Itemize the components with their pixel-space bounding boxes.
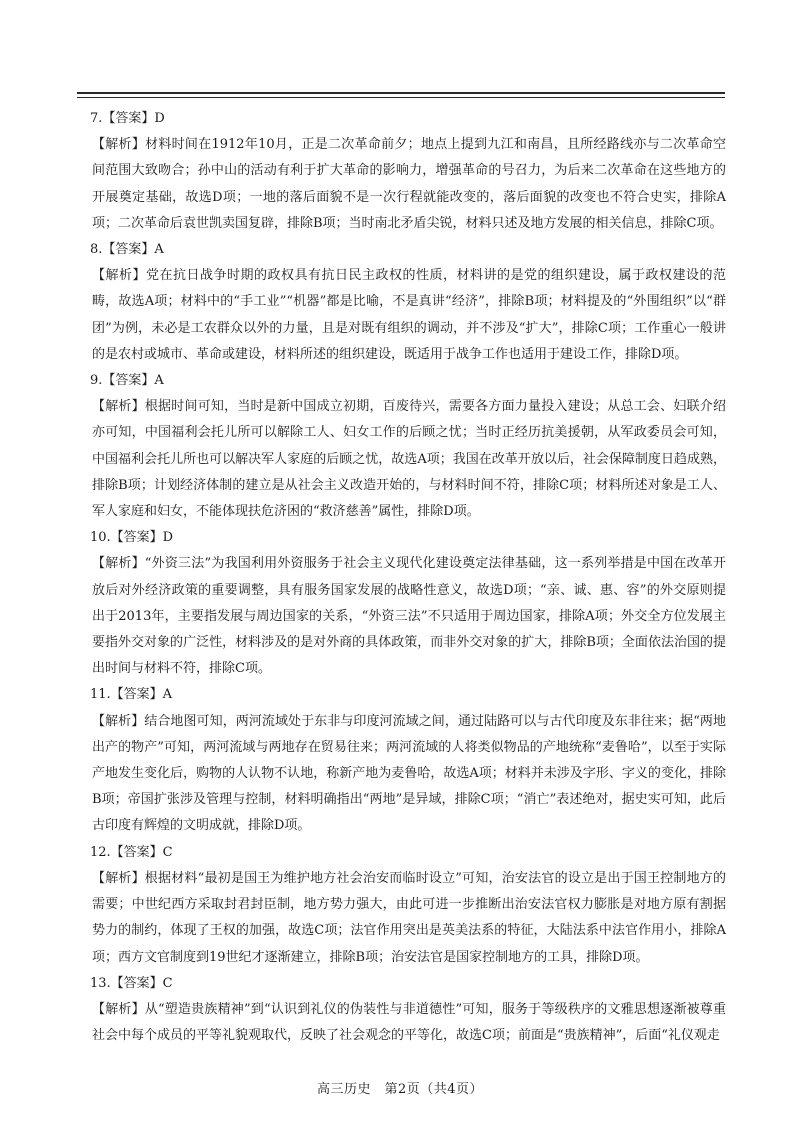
explanation-text: 【解析】“外资三法”为我国利用外资服务于社会主义现代化建设奠定法律基础，这一系列举措是中国在改革开放后对外经济政策的重要调整，具有服务国家发展的战略性意义，故选D项；“亲、诚、惠、容”的外交原则提出于2013年，主要指发展与周边国家的关系，“外资三法”不只适用于周边国家，排除A项；外交全方位发展主要指外交对象的广泛性，材料涉及的是对外商的具体政策，而非外交对象的扩大，排除B项；全面依法治国的提出时间与材料不符，排除C项。 xyxy=(92,556,726,677)
answer-content xyxy=(90,106,726,1049)
header-rule xyxy=(77,92,725,94)
answer-block-12 xyxy=(90,840,726,971)
explanation-text: 【解析】从“塑造贵族精神”到“认识到礼仪的伪装性与非道德性”可知，服务于等级秩序的文雅思想逐渐被尊重社会中每个成员的平等礼貌观取代，反映了社会观念的平等化，故选C项；前面是“贵族精神”，后面“礼仪观走 xyxy=(92,1001,726,1044)
answer-block-10 xyxy=(90,525,726,682)
explanation-text: 【解析】材料时间在1912年10月，正是二次革命前夕；地点上提到九江和南昌，且所经路线亦与二次革命空间范围大致吻合；孙中山的活动有利于扩大革命的影响力，增强革命的号召力，为后来二次革命在这些地方的开展奠定基础，故选D项；一地的落后面貌不是一次行程就能改变的，落后面貌的改变也不符合史实，排除A项；二次革命后袁世凯卖国复辟，排除B项；当时南北矛盾尖锐，材料只述及地方发展的相关信息，排除C项。 xyxy=(92,137,726,231)
explanation-text: 【解析】根据材料“最初是国王为维护地方社会治安而临时设立”可知，治安法官的设立是出于国王控制地方的需要；中世纪西方采取封君封臣制，地方势力强大，由此可进一步推断出治安法官权力膨胀是对地方原有割据势力的制约，体现了王权的加强，故选C项；法官作用突出是英美法系的特征，大陆法系中法官作用小，排除A项；西方文官制度到19世纪才逐渐建立，排除B项；治安法官是国家控制地方的工具，排除D项。 xyxy=(92,870,726,965)
answer-block-13 xyxy=(90,971,726,1050)
answer-label: 7.【答案】D xyxy=(90,111,165,126)
explanation-text: 【解析】结合地图可知，两河流域处于东非与印度河流域之间，通过陆路可以与古代印度及东非往来；据“两地出产的物产”可知，两河流域与两地存在贸易往来；两河流域的人将类似物品的产地统称“麦鲁哈”，以至于实际产地发生变化后，购物的人认物不认地，称新产地为麦鲁哈，故选A项；材料并未涉及字形、字义的变化，排除B项；帝国扩张涉及管理与控制，材料明确指出“两地”是异域，排除C项；“消亡”表述绝对，据史实可知，此后古印度有辉煌的文明成就，排除D项。 xyxy=(92,713,726,834)
answer-label: 10.【答案】D xyxy=(90,530,174,546)
answer-block-8 xyxy=(90,237,726,368)
answer-label: 11.【答案】A xyxy=(90,687,173,703)
page-footer: 高三历史 第2页（共4页） xyxy=(316,1082,484,1097)
answer-label: 8.【答案】A xyxy=(90,242,164,258)
answer-label: 12.【答案】C xyxy=(90,844,173,860)
header-rule-thin xyxy=(77,97,725,98)
explanation-text: 【解析】党在抗日战争时期的政权具有抗日民主政权的性质，材料讲的是党的组织建设，属于政权建设的范畴，故选A项；材料中的“手工业”“机器”都是比喻，不是真讲“经济”，排除B项；材料提及的“外围组织”以“群团”为例，未必是工农群众以外的力量，且是对既有组织的调动，并不涉及“扩大”，排除C项；工作重心一般讲的是农村或城市、革命或建设，材料所述的组织建设，既适用于战争工作也适用于建设工作，排除D项。 xyxy=(92,268,726,362)
answer-label: 13.【答案】C xyxy=(90,975,173,991)
answer-block-7 xyxy=(90,106,726,237)
explanation-text: 【解析】根据时间可知，当时是新中国成立初期，百废待兴，需要各方面力量投入建设；从总工会、妇联介绍亦可知，中国福利会托儿所可以解除工人、妇女工作的后顾之忧；当时正经历抗美援朝，从军政委员会可知，中国福利会托儿所也可以解决军人家庭的后顾之忧，故选A项；我国在改革开放以后，社会保障制度日趋成熟，排除B项；计划经济体制的建立是从社会主义改造开始的，与材料时间不符，排除C项；材料所述对象是工人、军人家庭和妇女，不能体现扶危济困的“救济慈善”属性，排除D项。 xyxy=(92,399,726,520)
answer-block-11 xyxy=(90,682,726,839)
answer-block-9 xyxy=(90,368,726,525)
answer-label: 9.【答案】A xyxy=(90,373,164,389)
